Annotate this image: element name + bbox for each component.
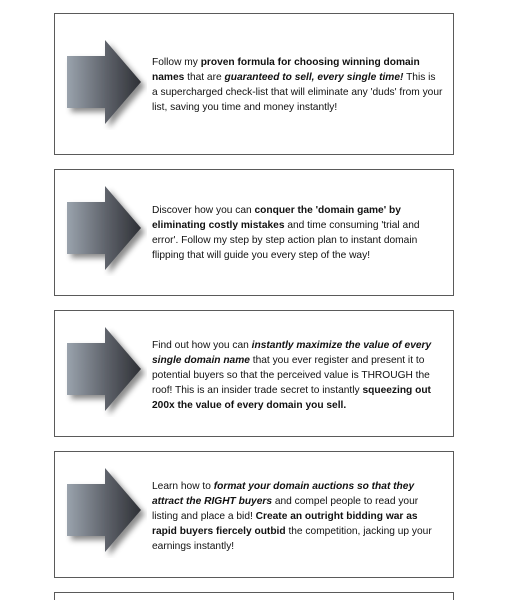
feature-text-1 — [152, 55, 443, 115]
text-run: and time consuming 'trial and error'. Follow my step by step action plan to instant domain flipping that will guide you every step of the way! — [152, 220, 420, 261]
arrow-icon — [65, 184, 147, 276]
text-run: This is a supercharged check-list that will eliminate any 'duds' from your list, saving you time and money instantly! — [152, 72, 443, 113]
feature-box-3 — [54, 310, 454, 437]
feature-text-3 — [152, 338, 443, 413]
text-run: proven formula for choosing winning domain names — [152, 57, 420, 83]
text-run: that you ever register and present it to potential buyers so that the perceived value is THROUGH the roof! This is an insider trade secret to instantly — [152, 355, 430, 396]
feature-box-5 — [54, 592, 454, 600]
arrow-icon — [65, 466, 147, 558]
arrow-icon — [65, 325, 147, 417]
arrow-icon — [65, 38, 147, 130]
feature-text-4 — [152, 479, 443, 554]
text-run: and compel people to read your listing and place a bid! — [152, 496, 419, 522]
text-run: Learn how to — [152, 481, 214, 492]
text-run: Create an outright bidding war as rapid buyers fiercely outbid — [152, 511, 418, 537]
text-run: Find out how you can — [152, 340, 252, 351]
feature-text-2 — [152, 203, 443, 263]
text-run: instantly maximize the value of every single domain name — [152, 340, 432, 366]
text-run: that are — [184, 72, 225, 83]
text-run: squeezing out 200x the value of every domain you sell. — [152, 385, 431, 411]
text-run: Follow my — [152, 57, 201, 68]
feature-box-2 — [54, 169, 454, 296]
text-run: the competition, jacking up your earnings instantly! — [152, 526, 432, 552]
feature-box-4 — [54, 451, 454, 578]
text-run: format your domain auctions so that they attract the RIGHT buyers — [152, 481, 415, 507]
text-run: Discover how you can — [152, 205, 255, 216]
text-run: guaranteed to sell, every single time! — [224, 72, 404, 83]
feature-box-1 — [54, 13, 454, 155]
text-run: conquer the 'domain game' by eliminating costly mistakes — [152, 205, 401, 231]
